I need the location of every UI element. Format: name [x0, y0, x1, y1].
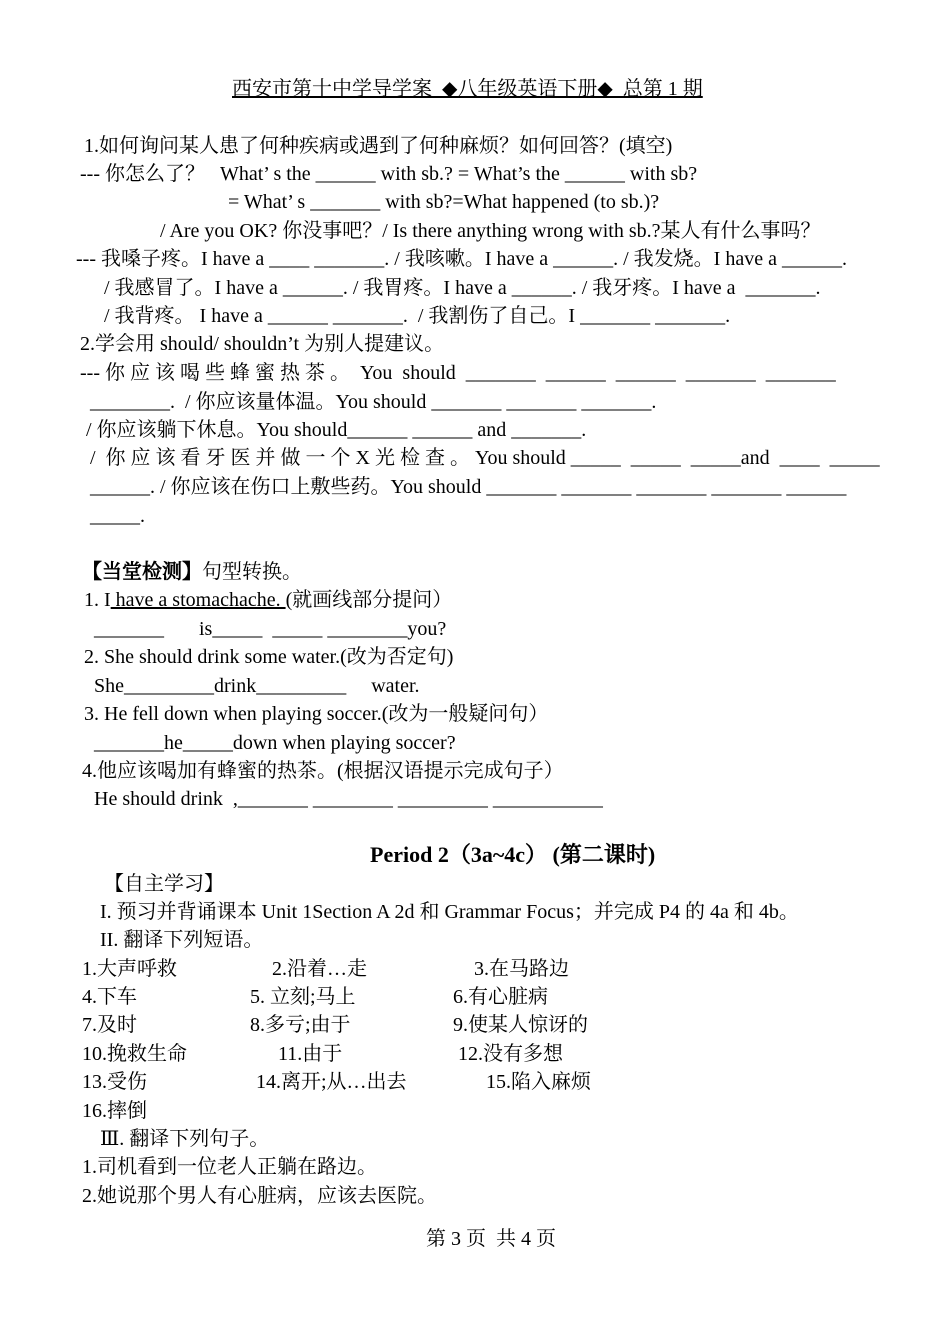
test-heading	[82, 559, 302, 585]
text-line: --- 你 应 该 喝 些 蜂 蜜 热 茶 。 You should _______ ______ ______ _______ _______	[80, 362, 836, 384]
text-line: ______. / 你应该在伤口上敷些药。You should _______ _______ _______ _______ ______	[90, 476, 847, 498]
text-line: _____.	[90, 505, 145, 527]
text-line: --- 我嗓子疼。I have a ____ _______. / 我咳嗽。I have a ______. / 我发烧。I have a ______.	[76, 248, 847, 270]
page-header: 西安市第十中学导学案 ◆八年级英语下册◆ 总第 1 期	[232, 78, 703, 100]
page-footer: 第 3 页 共 4 页	[426, 1228, 556, 1250]
phrase-item: 5. 立刻;马上	[250, 986, 356, 1008]
test-answer-4: He should drink ,_______ ________ _________ ___________	[94, 788, 603, 810]
test-question-3: 3. He fell down when playing soccer.(改为一般疑问句）	[84, 703, 549, 725]
test-heading-text: 句型转换。	[202, 561, 302, 583]
text-line: = What’ s _______ with sb?=What happened (to sb.)?	[228, 191, 660, 213]
question-1-heading: 1.如何询问某人患了何种疾病或遇到了何种麻烦？如何回答？(填空)	[84, 135, 673, 157]
phrase-item: 10.挽救生命	[82, 1043, 187, 1065]
phrase-item: 12.没有多想	[458, 1043, 563, 1065]
phrase-item: 14.离开;从…出去	[256, 1071, 407, 1093]
task-item-i: I. 预习并背诵课本 Unit 1Section A 2d 和 Grammar Focus；并完成 P4 的 4a 和 4b。	[100, 901, 799, 923]
test-answer-1: _______ is_____ _____ ________you?	[94, 618, 447, 640]
text-line: / 我感冒了。I have a ______. / 我胃疼。I have a ______. / 我牙疼。I have a _______.	[104, 277, 821, 299]
period-title: Period 2（3a~4c） (第二课时)	[370, 842, 656, 867]
phrase-item: 1.大声呼救	[82, 958, 177, 980]
self-study-heading: 【自主学习】	[104, 873, 224, 895]
phrase-item: 15.陷入麻烦	[486, 1071, 591, 1093]
task-item-iii: Ⅲ. 翻译下列句子。	[100, 1128, 270, 1150]
text-line: --- 你怎么了？ What’ s the ______ with sb.? = What’s the ______ with sb?	[80, 163, 698, 185]
phrase-item: 7.及时	[82, 1014, 137, 1036]
phrase-item: 11.由于	[278, 1043, 343, 1065]
phrase-item: 6.有心脏病	[453, 986, 548, 1008]
text-line: / 你 应 该 看 牙 医 并 做 一 个 X 光 检 查 。 You should _____ _____ _____and ____ _____	[90, 447, 880, 469]
phrase-item: 3.在马路边	[474, 958, 569, 980]
test-question-2: 2. She should drink some water.(改为否定句)	[84, 646, 454, 668]
task-item-ii: II. 翻译下列短语。	[100, 929, 264, 951]
text-line: / 我背疼。 I have a ______ _______. / 我割伤了自己。I _______ _______.	[104, 305, 731, 327]
underlined-phrase: have a stomachache.	[110, 589, 286, 611]
text-line: ________. / 你应该量体温。You should _______ _______ _______.	[90, 391, 657, 413]
sentence-item: 2.她说那个男人有心脏病，应该去医院。	[82, 1185, 437, 1207]
sentence-item: 1.司机看到一位老人正躺在路边。	[82, 1156, 377, 1178]
text-line: / 你应该躺下休息。You should______ ______ and _______.	[86, 419, 587, 441]
question-2-heading: 2.学会用 should/ shouldn’t 为别人提建议。	[80, 333, 445, 355]
text-line: / Are you OK? 你没事吧？/ Is there anything wrong with sb.?某人有什么事吗？	[160, 220, 821, 242]
test-answer-2: She_________drink_________ water.	[94, 675, 420, 697]
phrase-item: 9.使某人惊讶的	[453, 1014, 588, 1036]
test-question-1: 1. I have a stomachache. (就画线部分提问）	[84, 589, 453, 611]
phrase-item: 2.沿着…走	[272, 958, 367, 980]
phrase-item: 16.摔倒	[82, 1100, 147, 1122]
phrase-item: 4.下车	[82, 986, 137, 1008]
test-heading-bold: 【当堂检测】	[82, 561, 202, 583]
test-answer-3: _______he_____down when playing soccer?	[94, 732, 456, 754]
phrase-item: 13.受伤	[82, 1071, 147, 1093]
test-question-4: 4.他应该喝加有蜂蜜的热茶。(根据汉语提示完成句子）	[82, 760, 564, 782]
phrase-item: 8.多亏;由于	[250, 1014, 351, 1036]
